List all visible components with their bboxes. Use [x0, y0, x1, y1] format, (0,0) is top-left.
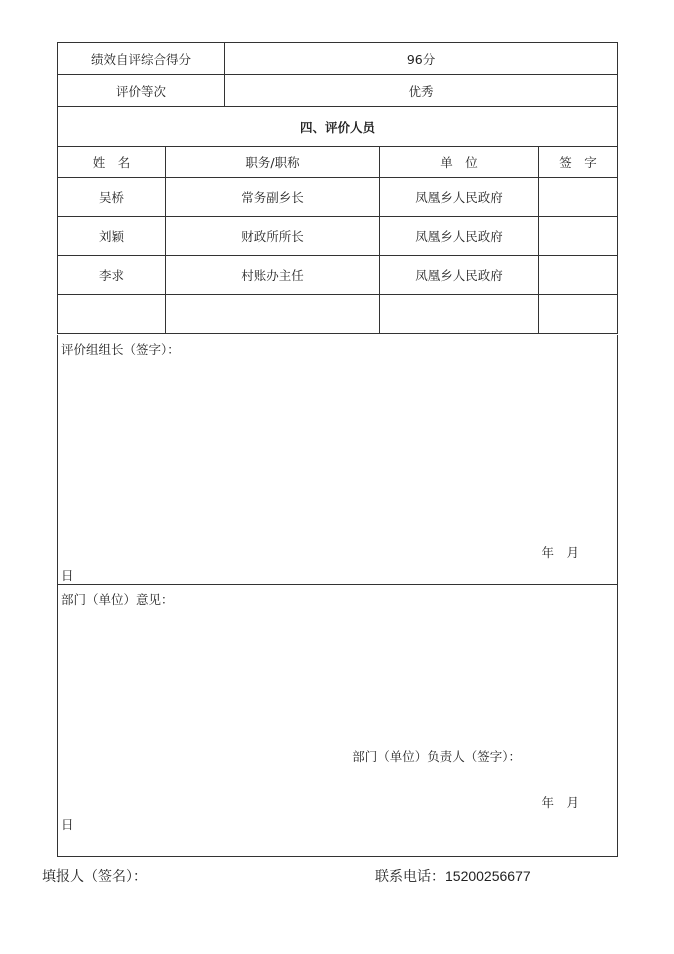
- phone-number: 15200256677: [445, 868, 531, 884]
- person-unit: 凤凰乡人民政府: [380, 217, 539, 256]
- person-name: 刘颖: [58, 217, 166, 256]
- person-signature[interactable]: [539, 256, 618, 295]
- filler-signature: [42, 866, 147, 886]
- person-position: 常务副乡长: [166, 178, 380, 217]
- leader-signature-box[interactable]: [57, 335, 618, 585]
- leader-signature-label: 评价组组长（签字）：: [61, 342, 180, 357]
- header-position: 职务/职称: [166, 147, 380, 178]
- section-title-row: [58, 107, 618, 147]
- person-position: 财政所所长: [166, 217, 380, 256]
- department-year-month: 年 月: [541, 795, 579, 810]
- leader-year-month: 年 月: [541, 545, 579, 560]
- evaluators-table: [57, 106, 618, 334]
- score-row: [58, 43, 618, 75]
- evaluation-form: [57, 42, 617, 334]
- person-signature[interactable]: [539, 217, 618, 256]
- department-opinion-box[interactable]: [57, 585, 618, 857]
- person-position: 村账办主任: [166, 256, 380, 295]
- person-unit: 凤凰乡人民政府: [380, 178, 539, 217]
- table-row: [58, 217, 618, 256]
- header-name: 姓 名: [58, 147, 166, 178]
- grade-label: 评价等次: [58, 75, 225, 107]
- section-title: 四、评价人员: [58, 107, 618, 147]
- grade-value: 优秀: [225, 75, 618, 107]
- department-day: 日: [61, 817, 74, 832]
- department-responsible-label: 部门（单位）负责人（签字）：: [352, 749, 521, 764]
- table-row: [58, 178, 618, 217]
- person-name: 李求: [58, 256, 166, 295]
- phone-label: 联系电话：: [375, 869, 445, 885]
- header-signature: 签 字: [539, 147, 618, 178]
- contact-phone: [375, 866, 531, 886]
- table-row: [58, 256, 618, 295]
- leader-day: 日: [61, 568, 74, 583]
- person-name[interactable]: [58, 295, 166, 334]
- filler-label: 填报人（签名）：: [42, 869, 147, 885]
- table-header-row: [58, 147, 618, 178]
- person-name: 吴桥: [58, 178, 166, 217]
- score-label: 绩效自评综合得分: [58, 43, 225, 75]
- person-position[interactable]: [166, 295, 380, 334]
- person-unit[interactable]: [380, 295, 539, 334]
- header-unit: 单 位: [380, 147, 539, 178]
- grade-row: [58, 75, 618, 107]
- department-opinion-label: 部门（单位）意见：: [61, 592, 174, 607]
- person-unit: 凤凰乡人民政府: [380, 256, 539, 295]
- score-value: 96分: [225, 43, 618, 75]
- table-row: [58, 295, 618, 334]
- score-table: [57, 42, 618, 107]
- person-signature[interactable]: [539, 178, 618, 217]
- person-signature[interactable]: [539, 295, 618, 334]
